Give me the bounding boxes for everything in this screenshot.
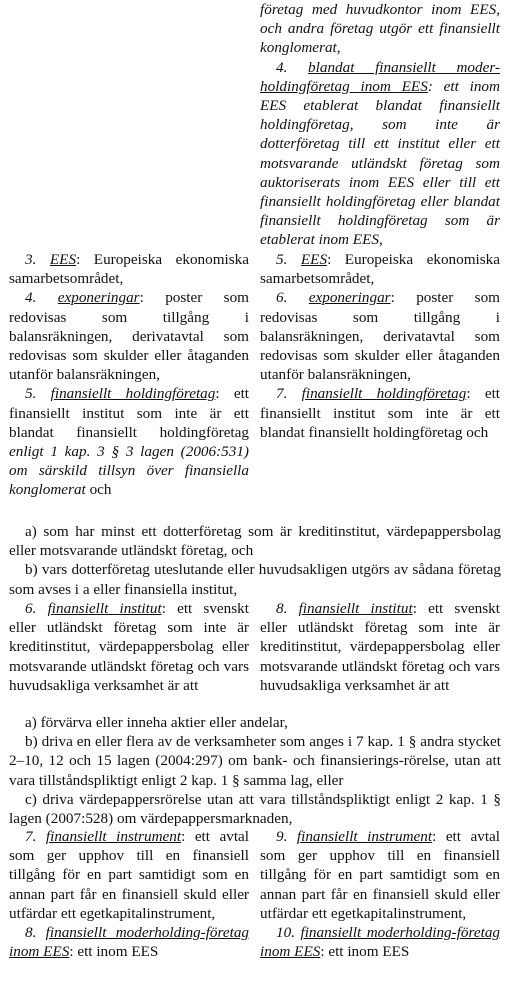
left-block-b [9,599,249,695]
definition-ees-right: 5. EES: Europeiska ekonomiska samarbetsområdet, [260,251,501,288]
term-link[interactable]: exponeringar [308,289,391,307]
term-link[interactable]: exponeringar [57,289,140,307]
definition-holding-right: 7. finansiellt holdingföretag: ett finansiellt institut som inte är ett blandat finansiellt holdingföretag och [260,385,501,441]
term-link[interactable]: blandat finansiellt moder-holdingföretag inom EES [260,58,501,95]
term-link[interactable]: finansiellt instrument [45,828,182,845]
term-link[interactable]: finansiellt institut [298,600,413,617]
subpoint-a: a) förvärva eller inneha aktier eller andelar, [25,714,288,731]
definition-exponeringar-left: 4. exponeringar: poster som redovisas som tillgång i balansräkningen, derivatavtal som redovisas som skulder eller åtaganden utanför balansräkningen, [9,289,249,384]
full-width-block-b [9,713,501,828]
definition-instrument-right: 9. finansiellt instrument: ett avtal som ger upphov till en finansiell tillgång för en part samtidigt som en annan part får en finansiell skuld eller utfärdar ett egetkapitalinstrument, [260,828,501,922]
term-link[interactable]: finansiellt holdingföretag [50,385,216,403]
right-block-a [260,250,500,442]
left-block-c [9,827,249,961]
subpoint-b: b) vars dotterföretag uteslutande eller huvudsakligen utgörs av sådana företag som avses i a eller finansiella institut, [9,561,501,598]
term-link[interactable]: finansiellt moderholding-företag inom EES [9,924,250,961]
term-link[interactable]: EES [300,251,328,268]
term-link[interactable]: finansiellt institut [47,600,162,617]
term-link[interactable]: finansiellt moderholding-företag inom EES [260,924,501,961]
continuation-text: företag med huvudkontor inom EES, och andra företag utgör ett finansiellt konglomerat, [260,1,500,57]
definition-moderholding-right: 10. finansiellt moderholding-företag inom EES: ett inom EES [260,924,501,961]
definition-instrument-left: 7. finansiellt instrument: ett avtal som ger upphov till en finansiell tillgång för en part samtidigt som en annan part får en finansiell skuld eller utfärdar ett egetkapitalinstrument, [9,828,250,922]
term-link[interactable]: finansiellt holdingföretag [301,385,467,403]
term-link[interactable]: finansiellt instrument [296,828,433,845]
right-block-c [260,827,500,961]
full-width-block-a [9,522,501,599]
subpoint-a: a) som har minst ett dotterföretag som är kreditinstitut, värdepappersbolag eller motsvarande utländskt företag, och [9,523,501,560]
definition-exponeringar-right: 6. exponeringar: poster som redovisas som tillgång i balansräkningen, derivatavtal som redovisas som skulder eller åtaganden utanför balansräkningen, [260,289,500,384]
subpoint-b: b) driva en eller flera av de verksamheter som anges i 7 kap. 1 § andra stycket 2–10, 12 och 15 lagen (2004:297) om bank- och finansierings-rörelse, utan att vara tillståndspliktigt enligt 2 kap. 1 § samma lag, eller [9,733,501,789]
term-link[interactable]: EES [49,251,77,268]
definition-holding-left: 5. finansiellt holdingföretag: ett finansiellt institut som inte är ett blandat finansiellt holdingföretag enligt 1 kap. 3 § 3 lagen (2006:531) om särskild tillsyn över finansiella konglomerat och [9,385,250,499]
left-block-a [9,250,249,500]
right-top-block [260,0,500,250]
definition-institut-right: 8. finansiellt institut: ett svenskt eller utländskt företag som inte är kreditinstitut, värdepappersbolag eller motsvarande utländskt företag och vars huvudsakliga verksamhet är att [260,600,500,694]
subpoint-c: c) driva värdepappersrörelse utan att vara tillståndspliktigt enligt 2 kap. 1 § lagen (2007:528) om värdepappersmarknaden, [9,790,501,828]
right-block-b [260,599,500,695]
definition-institut-left: 6. finansiellt institut: ett svenskt eller utländskt företag som inte är kreditinstitut, värdepappersbolag eller motsvarande utländskt företag och vars huvudsakliga verksamhet är att [9,600,249,694]
definition-ees-left: 3. EES: Europeiska ekonomiska samarbetsområdet, [9,251,250,288]
definition-blandat-moderholding: 4. blandat finansiellt moder-holdingföretag inom EES: ett inom EES etablerat blandat finansiellt holdingföretag, som inte är dotterföretag till ett institut eller ett motsvarande utländskt företag som auktoriserats inom EES eller till ett finansiellt holdingföretag eller blandat finansiellt holdingföretag som är etablerat inom EES, [260,58,501,249]
definition-moderholding-left: 8. finansiellt moderholding-företag inom EES: ett inom EES [9,924,250,961]
